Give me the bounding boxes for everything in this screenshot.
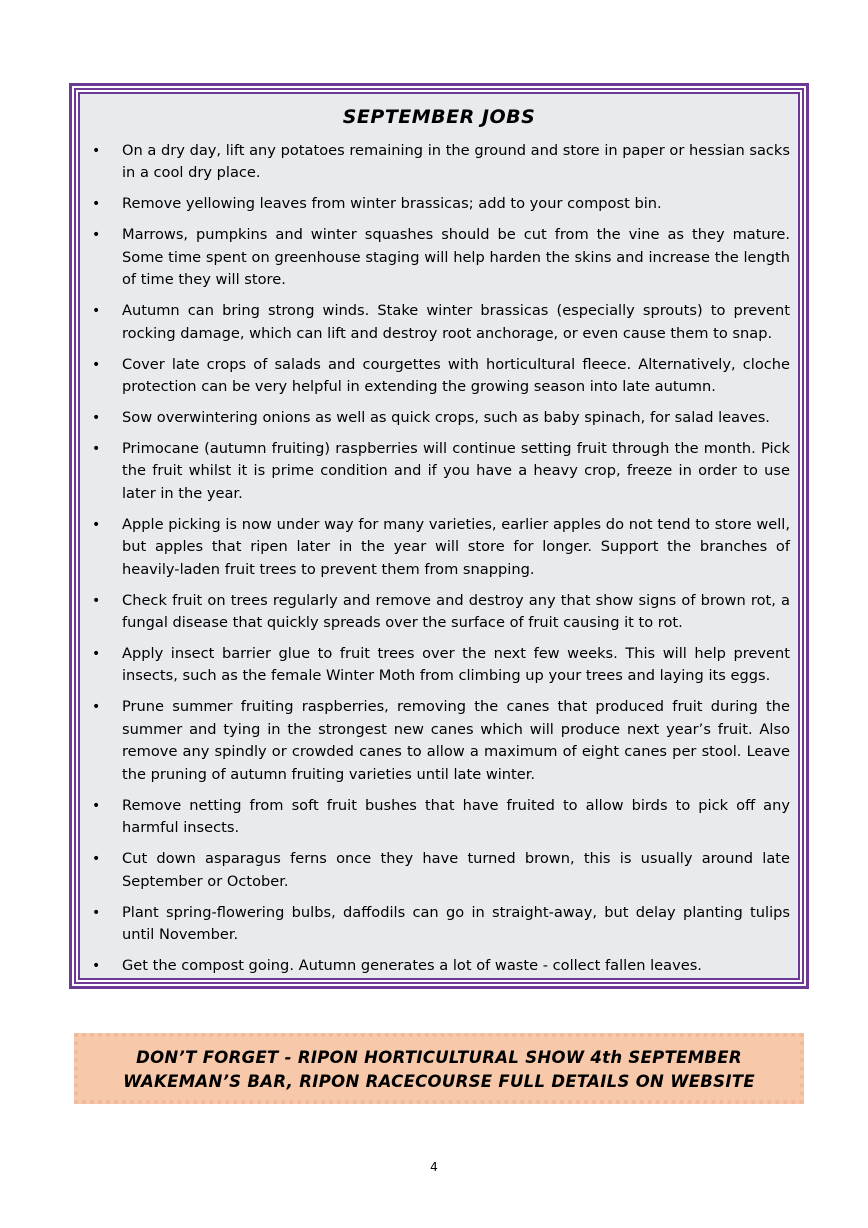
- bullet-icon: •: [92, 904, 101, 921]
- list-item: [86, 848, 790, 893]
- jobs-list: [86, 140, 790, 986]
- job-text: Remove yellowing leaves from winter brassicas; add to your compost bin.: [122, 195, 662, 213]
- list-item: [86, 354, 790, 399]
- september-jobs-box: [69, 83, 809, 989]
- list-item: [86, 224, 790, 291]
- bullet-icon: •: [92, 441, 101, 458]
- list-item: [86, 300, 790, 345]
- list-item: [86, 438, 790, 505]
- job-text: Sow overwintering onions as well as quick crops, such as baby spinach, for salad leaves.: [122, 409, 770, 427]
- bullet-icon: •: [92, 851, 101, 868]
- show-reminder-banner: [74, 1033, 804, 1104]
- job-text: Prune summer fruiting raspberries, removing the canes that produced fruit during the summer and tying in the strongest new canes which will produce next year’s fruit. Also remove any spindly or crowded canes to allow a maximum of eight canes per stool. Leave the pruning of autumn fruiting varieties until late winter.: [122, 698, 790, 783]
- banner-text: [78, 1046, 800, 1094]
- job-text: Marrows, pumpkins and winter squashes should be cut from the vine as they mature. Some time spent on greenhouse staging will help harden the skins and increase the length of time they will store.: [122, 226, 790, 289]
- jobs-border-inner: [74, 88, 804, 984]
- bullet-icon: •: [92, 646, 101, 663]
- banner-line-1: DON’T FORGET - RIPON HORTICULTURAL SHOW 4th SEPTEMBER: [136, 1048, 742, 1067]
- list-item: [86, 514, 790, 581]
- bullet-icon: •: [92, 196, 101, 213]
- list-item: [86, 795, 790, 840]
- list-item: [86, 902, 790, 947]
- list-item: [86, 140, 790, 185]
- bullet-icon: •: [92, 699, 101, 716]
- list-item: [86, 590, 790, 635]
- job-text: Apple picking is now under way for many varieties, earlier apples do not tend to store well, but apples that ripen later in the year will store for longer. Support the branches of heavily-laden fruit trees to prevent them from snapping.: [122, 515, 790, 578]
- banner-line-2: WAKEMAN’S BAR, RIPON RACECOURSE FULL DETAILS ON WEBSITE: [123, 1072, 755, 1091]
- job-text: Primocane (autumn fruiting) raspberries will continue setting fruit through the month. Pick the fruit whilst it is prime condition and if you have a heavy crop, freeze in order to use later in the year.: [122, 440, 790, 502]
- job-text: On a dry day, lift any potatoes remaining in the ground and store in paper or hessian sacks in a cool dry place.: [122, 142, 790, 182]
- bullet-icon: •: [92, 957, 101, 974]
- jobs-content-panel: [78, 92, 800, 980]
- list-item: [86, 407, 790, 429]
- list-item: [86, 193, 790, 215]
- bullet-icon: •: [92, 143, 101, 159]
- job-text: Apply insect barrier glue to fruit trees over the next few weeks. This will help prevent insects, such as the female Winter Moth from climbing up your trees and laying its eggs.: [122, 645, 790, 685]
- bullet-icon: •: [92, 227, 101, 244]
- bullet-icon: •: [92, 410, 101, 427]
- list-item: [86, 696, 790, 786]
- job-text: Remove netting from soft fruit bushes that have fruited to allow birds to pick off any harmful insects.: [122, 796, 790, 837]
- bullet-icon: •: [92, 516, 101, 533]
- page-number: 4: [430, 1160, 438, 1174]
- bullet-icon: •: [92, 592, 101, 609]
- job-text: Get the compost going. Autumn generates a lot of waste - collect fallen leaves.: [122, 956, 702, 974]
- jobs-title: SEPTEMBER JOBS: [342, 106, 536, 128]
- bullet-icon: •: [92, 797, 101, 814]
- job-text: Check fruit on trees regularly and remove and destroy any that show signs of brown rot, a fungal disease that quickly spreads over the surface of fruit causing it to rot.: [122, 591, 790, 632]
- job-text: Cut down asparagus ferns once they have turned brown, this is usually around late September or October.: [122, 850, 790, 890]
- list-item: [86, 643, 790, 688]
- job-text: Plant spring-flowering bulbs, daffodils can go in straight-away, but delay planting tulips until November.: [122, 903, 790, 943]
- job-text: Cover late crops of salads and courgettes with horticultural fleece. Alternatively, cloche protection can be very helpful in extending the growing season into late autumn.: [122, 355, 790, 396]
- job-text: Autumn can bring strong winds. Stake winter brassicas (especially sprouts) to prevent rocking damage, which can lift and destroy root anchorage, or even cause them to snap.: [122, 302, 790, 342]
- list-item: [86, 955, 790, 977]
- bullet-icon: •: [92, 303, 101, 320]
- bullet-icon: •: [92, 356, 101, 373]
